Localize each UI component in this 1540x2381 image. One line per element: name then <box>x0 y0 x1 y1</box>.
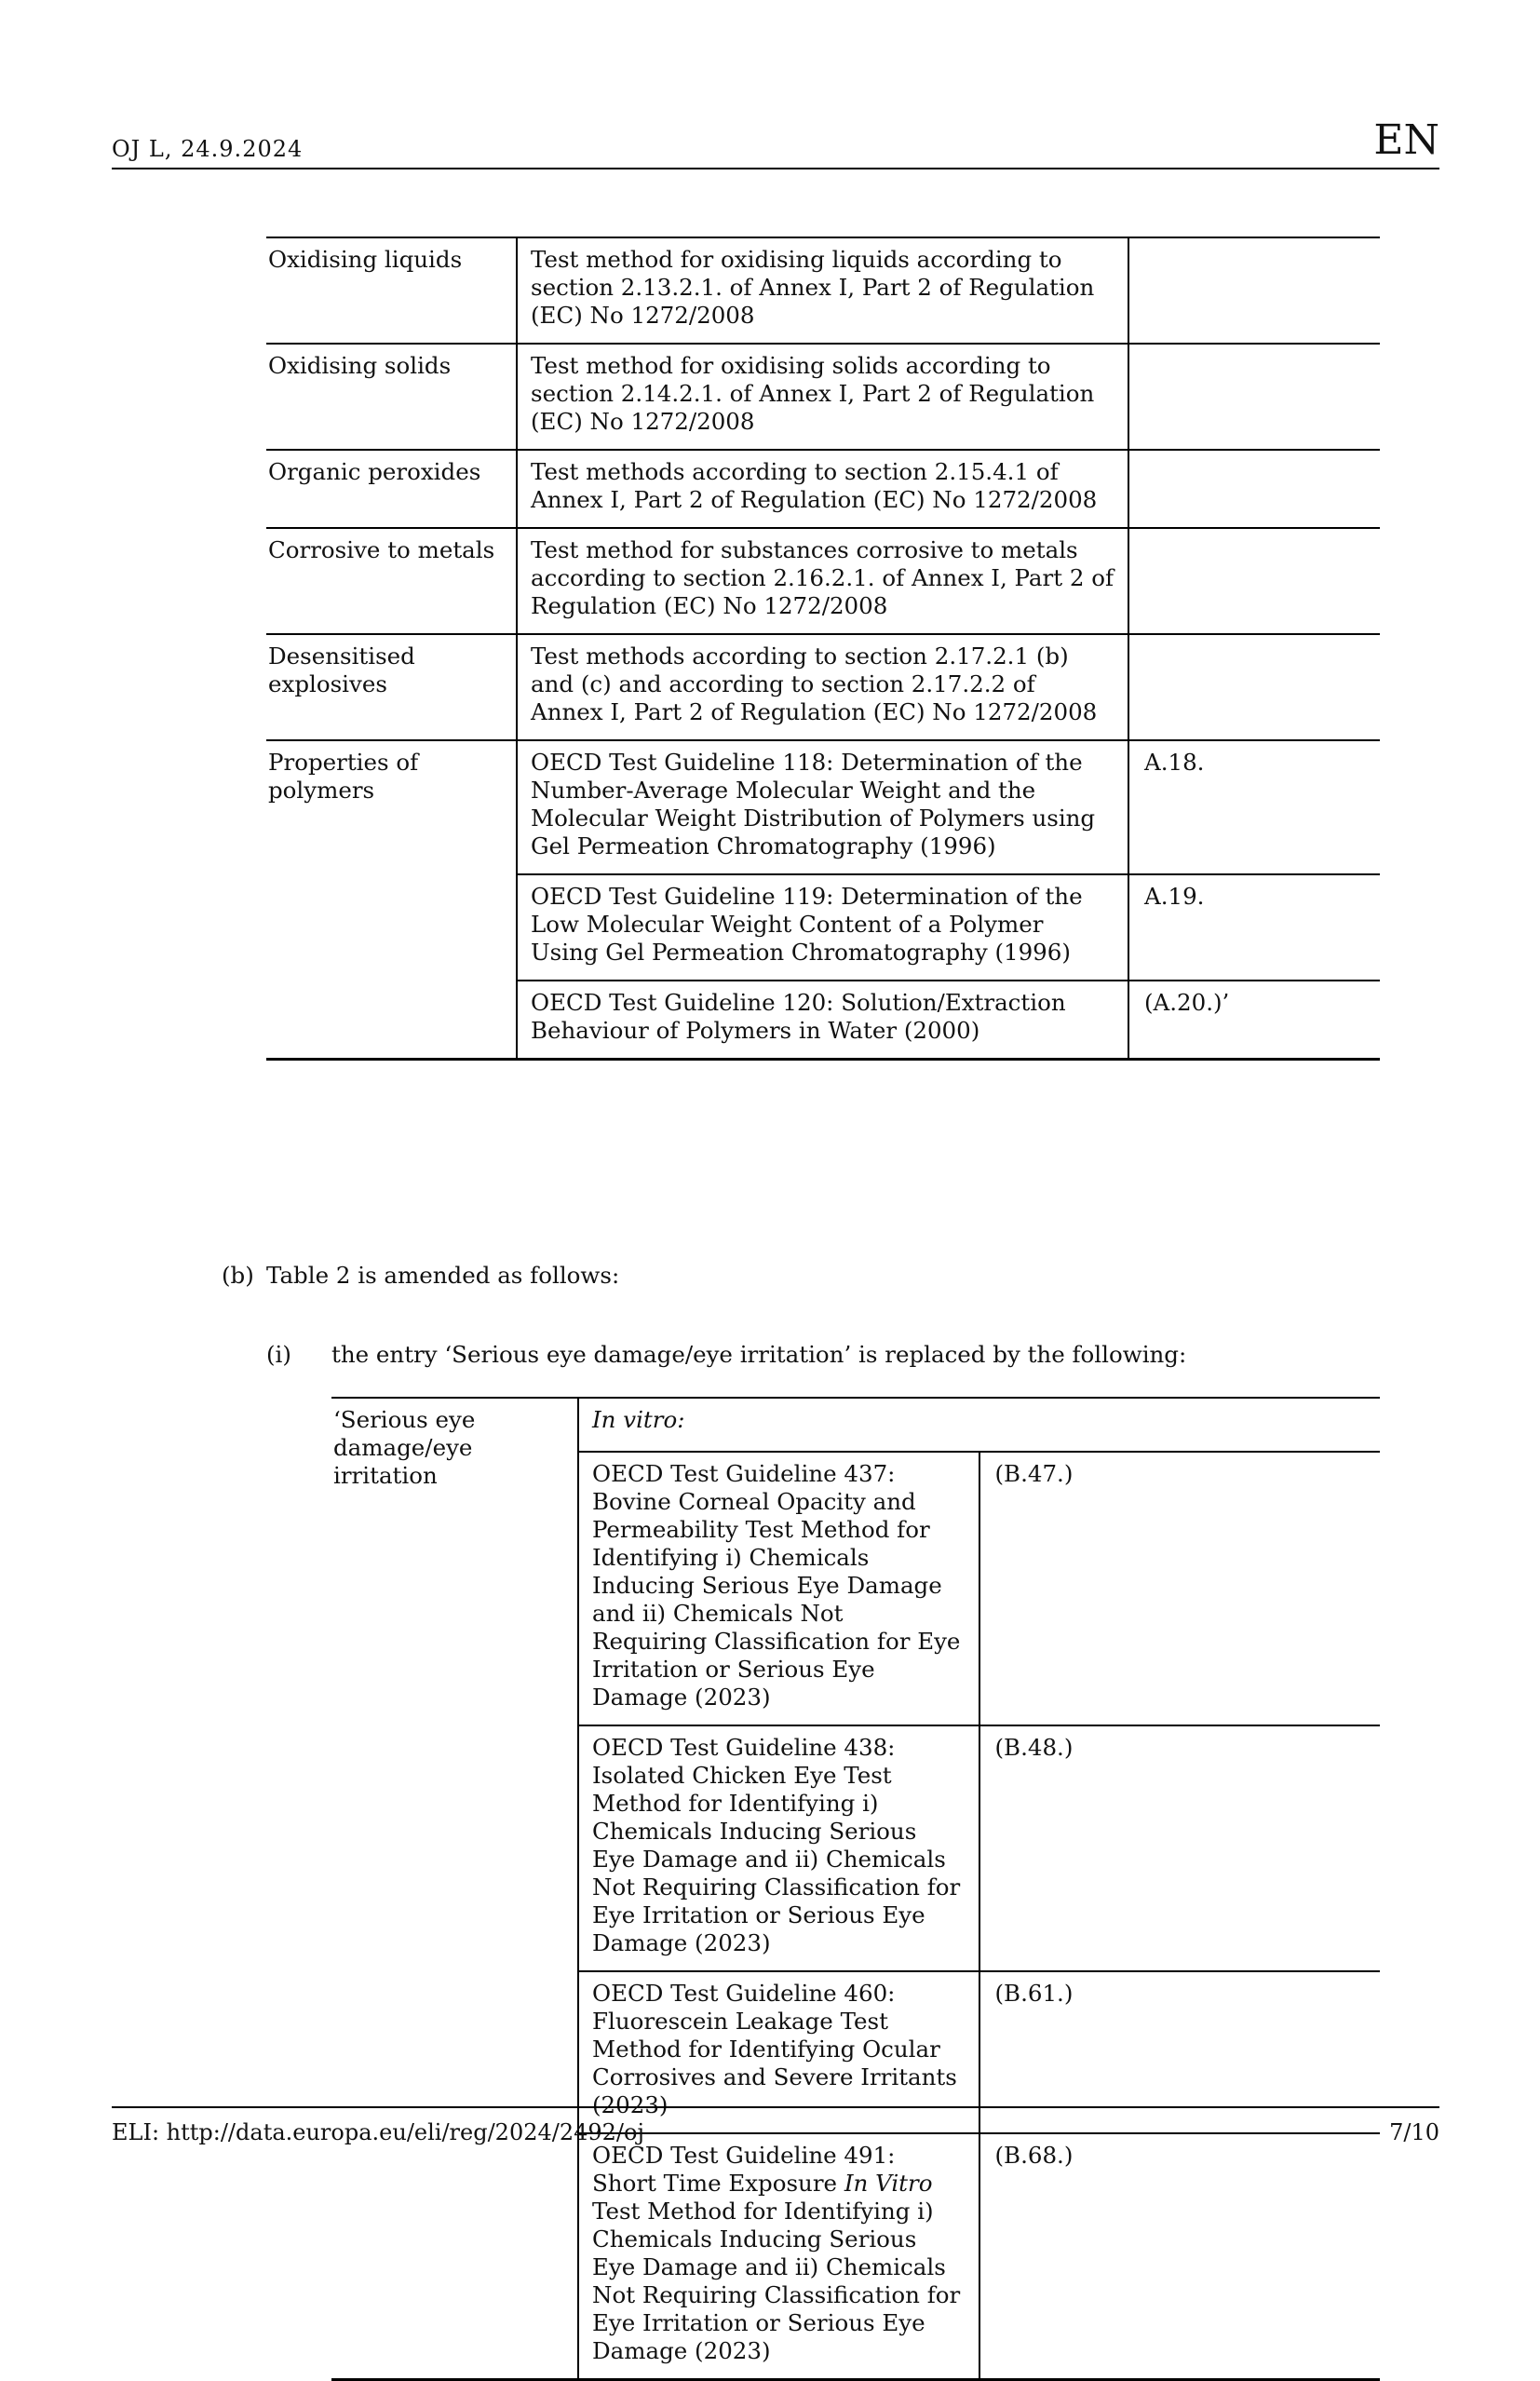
method-cell: OECD Test Guideline 460: Fluorescein Leakage Test Method for Identifying Ocular Corrosives and Severe Irritants (2023) <box>578 1971 979 2133</box>
amendment-label: (b) <box>222 1262 254 1289</box>
table-row <box>331 1398 1380 1452</box>
method-cell: OECD Test Guideline 118: Determination of the Number-Average Molecular Weight and the Molecular Weight Distribution of Polymers using Gel Permeation Chromatography (1996) <box>517 740 1128 874</box>
property-cell: Corrosive to metals <box>266 528 517 634</box>
property-cell <box>266 981 517 1060</box>
reference-cell <box>1128 450 1380 528</box>
method-cell: OECD Test Guideline 438: Isolated Chicken Eye Test Method for Identifying i) Chemicals Inducing Serious Eye Damage and ii) Chemicals Not Requiring Classification for Eye Irritation or Serious Eye Damage (2023) <box>578 1725 979 1971</box>
table-row <box>266 740 1380 874</box>
method-cell: Test method for oxidising solids according to section 2.14.2.1. of Annex I, Part 2 of Regulation (EC) No 1272/2008 <box>517 344 1128 450</box>
reference-cell <box>1128 344 1380 450</box>
subheading-cell: In vitro: <box>592 1406 685 1433</box>
table-row <box>266 528 1380 634</box>
property-cell: Oxidising liquids <box>266 237 517 344</box>
property-cell: Oxidising solids <box>266 344 517 450</box>
reference-cell: (B.48.) <box>979 1725 1381 1971</box>
reference-cell: (B.47.) <box>979 1452 1381 1725</box>
method-cell: Test methods according to section 2.15.4.1 of Annex I, Part 2 of Regulation (EC) No 1272/2008 <box>517 450 1128 528</box>
table-row <box>266 237 1380 344</box>
amendment-label: (i) <box>266 1341 291 1368</box>
reference-cell: (B.61.) <box>979 1971 1381 2133</box>
endpoint-cell: ‘Serious eye damage/eye irritation <box>331 1398 578 2380</box>
table-row <box>266 874 1380 981</box>
page-footer <box>112 2106 1439 2145</box>
eli-link[interactable]: ELI: http://data.europa.eu/eli/reg/2024/2492/oj <box>112 2119 644 2145</box>
table-row <box>266 344 1380 450</box>
amendment-text: Table 2 is amended as follows: <box>266 1262 620 1289</box>
method-cell: Test method for oxidising liquids according to section 2.13.2.1. of Annex I, Part 2 of Regulation (EC) No 1272/2008 <box>517 237 1128 344</box>
reference-cell: A.19. <box>1128 874 1380 981</box>
property-cell: Organic peroxides <box>266 450 517 528</box>
table-row <box>266 634 1380 740</box>
method-cell: OECD Test Guideline 437: Bovine Corneal Opacity and Permeability Test Method for Identifying i) Chemicals Inducing Serious Eye Damage and ii) Chemicals Not Requiring Classification for Eye Irritation or Serious Eye Damage (2023) <box>578 1452 979 1725</box>
language-code: EN <box>1373 116 1439 164</box>
page-header <box>112 116 1439 169</box>
property-cell <box>266 874 517 981</box>
journal-reference: OJ L, 24.9.2024 <box>112 136 304 162</box>
test-methods-table <box>266 237 1380 1061</box>
reference-cell: A.18. <box>1128 740 1380 874</box>
property-cell: Desensitised explosives <box>266 634 517 740</box>
method-text: Test Method for Identifying i) Chemicals Inducing Serious Eye Damage and ii) Chemicals Not Requiring Classification for Eye Irritation or Serious Eye Damage (2023) <box>592 2198 961 2364</box>
method-cell: Test method for substances corrosive to metals according to section 2.16.2.1. of Annex I, Part 2 of Regulation (EC) No 1272/2008 <box>517 528 1128 634</box>
reference-cell <box>1128 237 1380 344</box>
table-row <box>266 450 1380 528</box>
method-cell: OECD Test Guideline 119: Determination of the Low Molecular Weight Content of a Polymer Using Gel Permeation Chromatography (1996) <box>517 874 1128 981</box>
method-cell <box>578 2133 979 2380</box>
amendment-text: the entry ‘Serious eye damage/eye irritation’ is replaced by the following: <box>331 1341 1187 1368</box>
reference-cell <box>1128 634 1380 740</box>
table-row <box>266 981 1380 1060</box>
reference-cell: (B.68.) <box>979 2133 1381 2380</box>
property-cell: Properties of polymers <box>266 740 517 874</box>
eye-damage-table <box>331 1397 1380 2381</box>
method-cell: Test methods according to section 2.17.2.1 (b) and (c) and according to section 2.17.2.2 of Annex I, Part 2 of Regulation (EC) No 1272/2008 <box>517 634 1128 740</box>
reference-cell: (A.20.)’ <box>1128 981 1380 1060</box>
method-italic-text: In Vitro <box>844 2170 933 2197</box>
method-cell: OECD Test Guideline 120: Solution/Extraction Behaviour of Polymers in Water (2000) <box>517 981 1128 1060</box>
method-text: OECD Test Guideline 491: Short Time Exposure <box>592 2142 896 2197</box>
reference-cell <box>1128 528 1380 634</box>
page-number: 7/10 <box>1389 2119 1439 2145</box>
